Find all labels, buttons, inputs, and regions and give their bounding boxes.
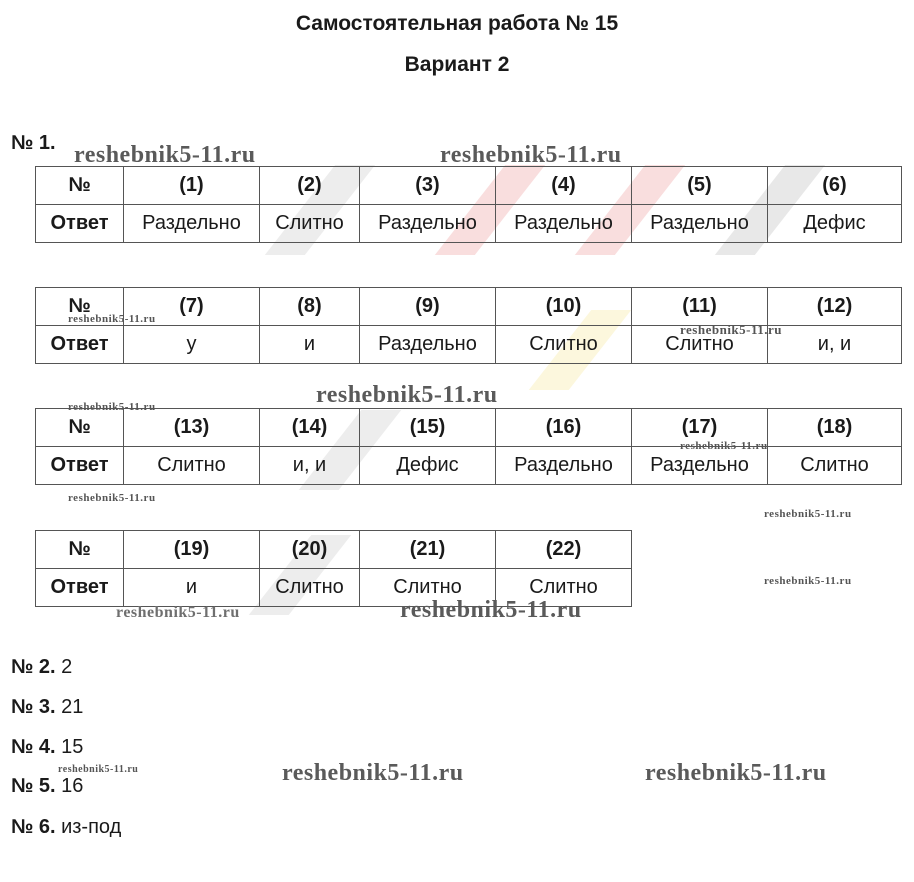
task-answer: № 2. 2: [11, 656, 73, 678]
task1-label: № 1.: [11, 132, 56, 154]
answer-header: Ответ: [36, 569, 124, 607]
answer-cell: и: [124, 569, 260, 607]
answer-table-3: [35, 408, 902, 485]
question-number: (9): [360, 288, 496, 326]
answer-cell: Слитно: [632, 326, 768, 364]
question-number: (18): [768, 409, 902, 447]
watermark-text: reshebnik5-11.ru: [764, 575, 852, 587]
question-number: (12): [768, 288, 902, 326]
question-number: (2): [260, 167, 360, 205]
question-number: (20): [260, 531, 360, 569]
answer-header: Ответ: [36, 447, 124, 485]
question-number: (1): [124, 167, 260, 205]
watermark-text: reshebnik5-11.ru: [764, 508, 852, 520]
answer-cell: Слитно: [496, 326, 632, 364]
answer-cell: у: [124, 326, 260, 364]
answer-cell: Слитно: [496, 569, 632, 607]
watermark-text: reshebnik5-11.ru: [74, 142, 256, 168]
answer-cell: Слитно: [768, 447, 902, 485]
watermark-text: reshebnik5-11.ru: [680, 440, 768, 452]
question-number: (15): [360, 409, 496, 447]
answer-cell: Дефис: [768, 205, 902, 243]
task-answer: № 6. из-под: [11, 816, 122, 838]
watermark-text: reshebnik5-11.ru: [68, 401, 156, 413]
answer-header: Ответ: [36, 326, 124, 364]
answer-table-1: [35, 166, 902, 243]
question-number: (16): [496, 409, 632, 447]
question-number: (3): [360, 167, 496, 205]
question-number: (5): [632, 167, 768, 205]
answer-table-4: [35, 530, 632, 607]
question-number: (17): [632, 409, 768, 447]
answer-cell: Слитно: [260, 569, 360, 607]
question-number: (6): [768, 167, 902, 205]
watermark-text: reshebnik5-11.ru: [680, 322, 783, 337]
answer-header: Ответ: [36, 205, 124, 243]
watermark-text: reshebnik5-11.ru: [58, 764, 139, 775]
answer-cell: Раздельно: [360, 326, 496, 364]
answer-cell: Раздельно: [360, 205, 496, 243]
question-number: (22): [496, 531, 632, 569]
answer-cell: Слитно: [260, 205, 360, 243]
number-header: №: [36, 167, 124, 205]
answer-cell: Раздельно: [632, 205, 768, 243]
answer-cell: Раздельно: [496, 447, 632, 485]
watermark-text: reshebnik5-11.ru: [316, 382, 498, 408]
number-header: №: [36, 409, 124, 447]
answer-cell: Раздельно: [632, 447, 768, 485]
question-number: (7): [124, 288, 260, 326]
answer-cell: Слитно: [360, 569, 496, 607]
answer-cell: Раздельно: [496, 205, 632, 243]
answer-cell: и, и: [260, 447, 360, 485]
task-answer: № 3. 21: [11, 696, 84, 718]
number-header: №: [36, 531, 124, 569]
page-title: Самостоятельная работа № 15: [295, 12, 619, 35]
answer-cell: Слитно: [124, 447, 260, 485]
question-number: (19): [124, 531, 260, 569]
variant-title: Вариант 2: [404, 53, 510, 76]
watermark-text: reshebnik5-11.ru: [282, 760, 464, 786]
watermark-text: reshebnik5-11.ru: [400, 597, 582, 623]
answer-cell: Дефис: [360, 447, 496, 485]
watermark-text: reshebnik5-11.ru: [116, 604, 240, 621]
answer-cell: и, и: [768, 326, 902, 364]
question-number: (8): [260, 288, 360, 326]
question-number: (21): [360, 531, 496, 569]
task-answer: № 4. 15: [11, 736, 84, 758]
question-number: (11): [632, 288, 768, 326]
watermark-text: reshebnik5-11.ru: [68, 492, 156, 504]
answer-cell: Раздельно: [124, 205, 260, 243]
question-number: (4): [496, 167, 632, 205]
question-number: (10): [496, 288, 632, 326]
number-header: №: [36, 288, 124, 326]
question-number: (13): [124, 409, 260, 447]
task-answer: № 5. 16: [11, 775, 84, 797]
question-number: (14): [260, 409, 360, 447]
watermark-text: reshebnik5-11.ru: [440, 142, 622, 168]
watermark-text: reshebnik5-11.ru: [645, 760, 827, 786]
watermark-text: reshebnik5-11.ru: [68, 313, 156, 325]
answer-cell: и: [260, 326, 360, 364]
